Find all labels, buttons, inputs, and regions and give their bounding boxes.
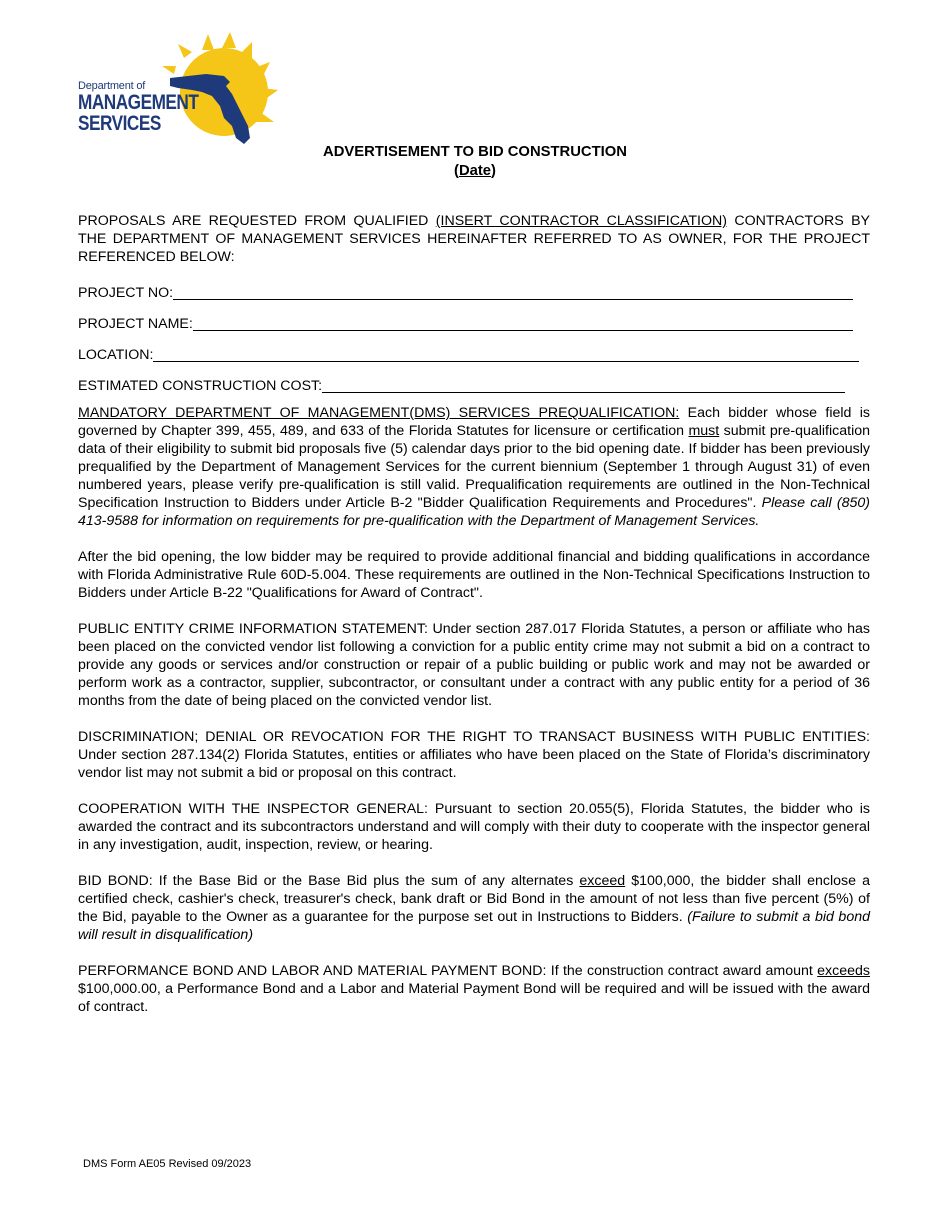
document-header xyxy=(0,143,950,181)
estimated-cost-field[interactable] xyxy=(78,377,870,395)
project-name-field[interactable] xyxy=(78,315,870,333)
date-line: (Date) xyxy=(454,163,496,179)
document-body xyxy=(78,212,870,1034)
prequalification-heading: MANDATORY DEPARTMENT OF MANAGEMENT(DMS) SERVICES PREQUALIFICATION: xyxy=(78,405,680,421)
logo-management: MANAGEMENT xyxy=(78,91,199,114)
estimated-cost-label: ESTIMATED CONSTRUCTION COST: xyxy=(78,378,323,394)
after-bid-opening-paragraph: After the bid opening, the low bidder may be required to provide additional financial and bidding qualifications in accordance with Florida Administrative Rule 60D-5.004. These requirements are outlined in the Non-Technical Specifications Instruction to Bidders under Article B-22 "Qualifications for Award of Contract". xyxy=(78,549,870,601)
location-label: LOCATION: xyxy=(78,347,154,363)
inspector-general-paragraph: COOPERATION WITH THE INSPECTOR GENERAL: Pursuant to section 20.055(5), Florida Statutes, the bidder who is awarded the contract and its subcontractors understand and will comply with their duty to cooperate with the inspector general in any investigation, audit, inspection, review, or hearing. xyxy=(78,801,870,853)
public-entity-crime-paragraph: PUBLIC ENTITY CRIME INFORMATION STATEMENT: Under section 287.017 Florida Statutes, a person or affiliate who has been placed on the convicted vendor list following a conviction for a public entity crime may not submit a bid on a contract to provide any goods or services and/or construction or repair of a public building or public work and may not be awarded or perform work as a contractor, supplier, subcontractor, or consultant under a contract with any public entity for a period of 36 months from the date of being placed on the convicted vendor list. xyxy=(78,621,870,709)
page-title: ADVERTISEMENT TO BID CONSTRUCTION xyxy=(323,144,627,160)
prequalification-call-note: Please call (850) 413-9588 for information on requirements for pre-qualification with the Department of Management Services. xyxy=(78,495,870,529)
dms-logo xyxy=(74,30,284,148)
project-no-blank[interactable] xyxy=(173,285,853,300)
logo-services: SERVICES xyxy=(78,112,161,135)
project-name-label: PROJECT NAME: xyxy=(78,316,193,332)
project-name-blank[interactable] xyxy=(193,316,853,331)
prequalification-paragraph: MANDATORY DEPARTMENT OF MANAGEMENT(DMS) SERVICES PREQUALIFICATION: Each bidder whose field is governed by Chapter 399, 455, 489, and 633 of the Florida Statutes for licensure or certification must submit pre-qualification data of their eligibility to submit bid proposals five (5) calendar days prior to the bid opening date. If bidder has been previously prequalified by the Department of Management Services for the current biennium (September 1 through August 31) of even numbered years, please verify pre-qualification is still valid. Prequalification requirements are outlined in the Non-Technical Specification Instruction to Bidders under Article B-2 "Bidder Qualification Requirements and Procedures". Please call (850) 413-9588 for information on requirements for pre-qualification with the Department of Management Services. xyxy=(78,405,871,529)
location-field[interactable] xyxy=(78,346,870,364)
location-blank[interactable] xyxy=(153,347,859,362)
bid-bond-paragraph: BID BOND: If the Base Bid or the Base Bid plus the sum of any alternates exceed $100,000, the bidder shall enclose a certified check, cashier's check, treasurer's check, bank draft or Bid Bond in the amount of not less than five percent (5%) of the Bid, payable to the Owner as a guarantee for the purpose set out in Instructions to Bidders. (Failure to submit a bid bond will result in disqualification) xyxy=(78,873,870,943)
intro-paragraph: PROPOSALS ARE REQUESTED FROM QUALIFIED (INSERT CONTRACTOR CLASSIFICATION) CONTRACTORS BY THE DEPARTMENT OF MANAGEMENT SERVICES HEREINAFTER REFERRED TO AS OWNER, FOR THE PROJECT REFERENCED BELOW: xyxy=(78,213,870,265)
project-no-field[interactable] xyxy=(78,284,870,302)
estimated-cost-blank[interactable] xyxy=(322,378,845,393)
logo-department-of: Department of xyxy=(78,80,146,92)
project-no-label: PROJECT NO: xyxy=(78,285,174,301)
form-footer: DMS Form AE05 Revised 09/2023 xyxy=(83,1158,252,1170)
date-placeholder: Date xyxy=(458,163,492,179)
discrimination-paragraph: DISCRIMINATION; DENIAL OR REVOCATION FOR THE RIGHT TO TRANSACT BUSINESS WITH PUBLIC ENTITIES: Under section 287.134(2) Florida Statutes, entities or affiliates who have been placed on the State of Florida’s discriminatory vendor list may not submit a bid or proposal on this contract. xyxy=(78,729,870,781)
contractor-classification: (INSERT CONTRACTOR CLASSIFICATION) xyxy=(435,213,727,229)
bid-bond-failure-note: (Failure to submit a bid bond will result in disqualification) xyxy=(78,909,870,943)
performance-bond-paragraph: PERFORMANCE BOND AND LABOR AND MATERIAL PAYMENT BOND: If the construction contract award amount exceeds $100,000.00, a Performance Bond and a Labor and Material Payment Bond will be required and will be issued with the award of contract. xyxy=(78,963,870,1015)
